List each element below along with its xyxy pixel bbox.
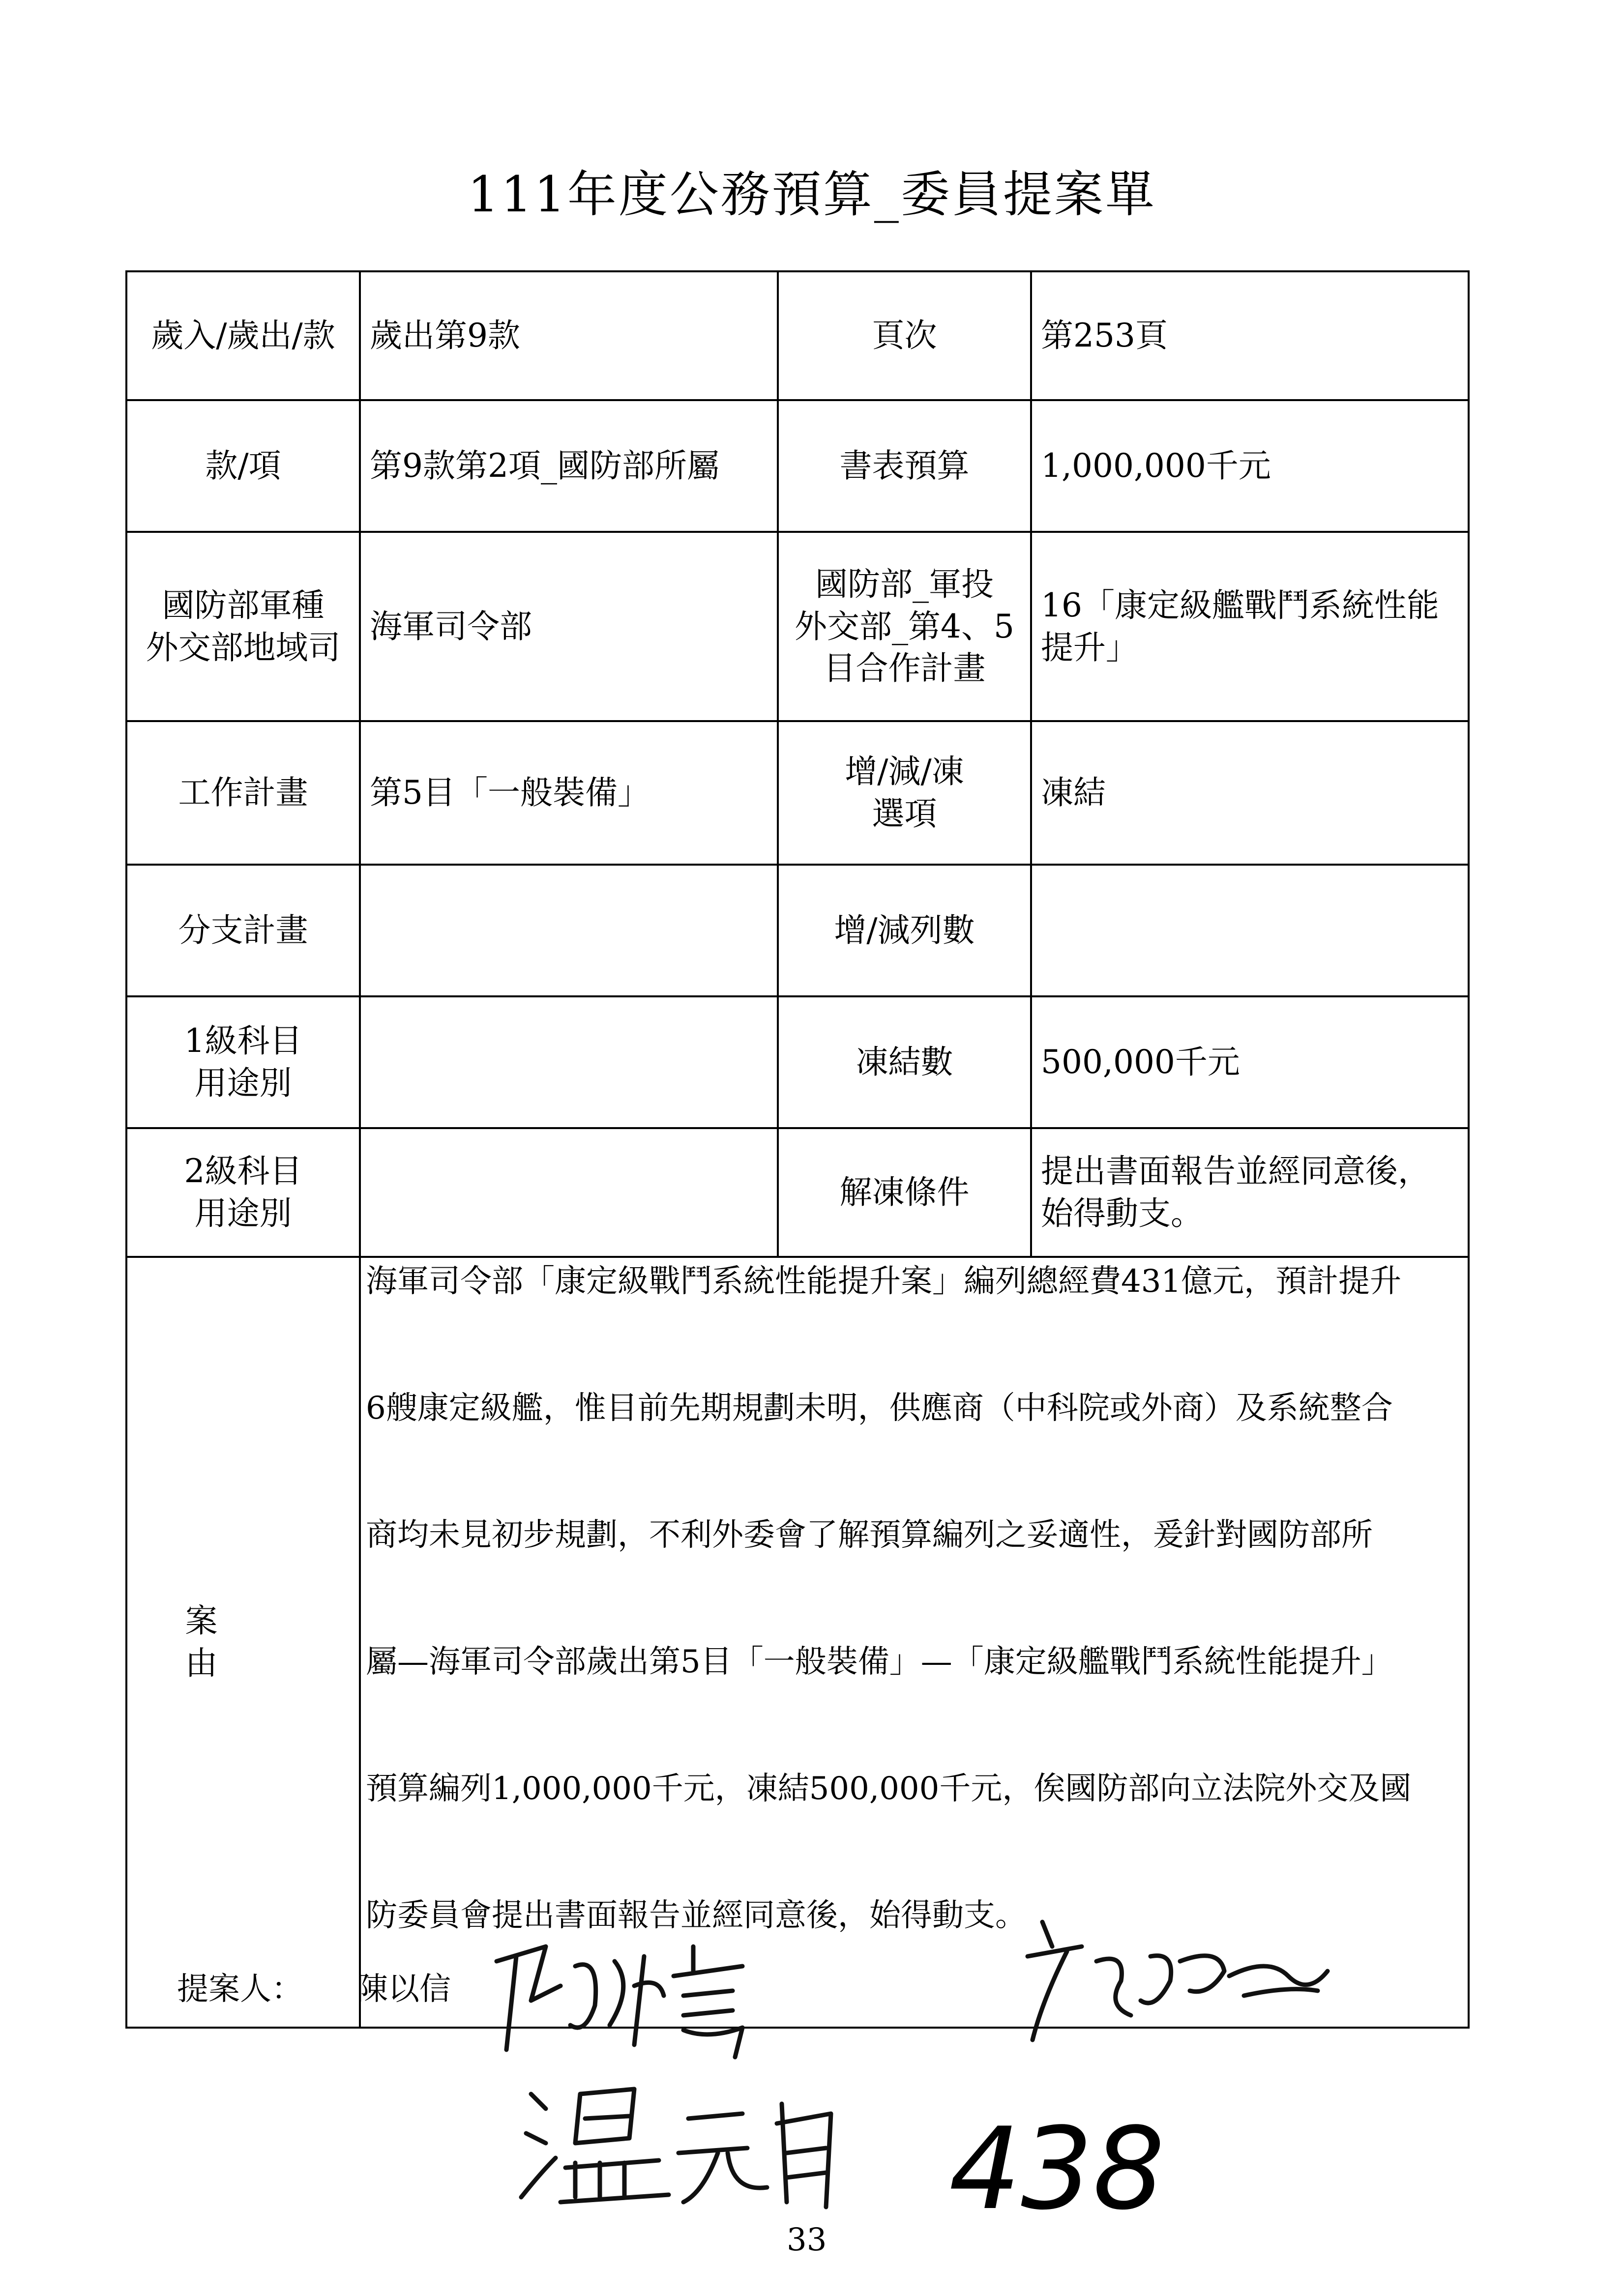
form-row [126, 1128, 1469, 1257]
field-label: 分支計畫 [126, 865, 360, 996]
label-line: 外交部_第4、5 [795, 607, 1014, 645]
field-value [360, 996, 778, 1128]
proposer-label: 提案人： [177, 1971, 303, 2007]
field-value: 500,000千元 [1031, 996, 1469, 1128]
label-line: 用途別 [194, 1064, 292, 1102]
field-value [360, 1128, 778, 1257]
signature-3 [511, 2074, 846, 2222]
signature-2 [1013, 1902, 1357, 2060]
field-value: 凍結 [1031, 721, 1469, 865]
label-line: 用途別 [194, 1194, 292, 1232]
field-label [778, 532, 1031, 721]
field-label [126, 1128, 360, 1257]
field-label: 款/項 [126, 400, 360, 532]
field-label: 書表預算 [778, 400, 1031, 532]
reason-line: 防委員會提出書面報告並經同意後，始得動支。 [366, 1897, 1027, 1934]
label-line: 選項 [872, 795, 937, 833]
field-value: 第5目「一般裝備」 [360, 721, 778, 865]
page-title: 111年度公務預算_委員提案單 [468, 166, 1156, 223]
reason-line: 預算編列1,000,000千元，凍結500,000千元，俟國防部向立法院外交及國 [366, 1771, 1412, 1807]
label-line: 國防部軍種 [162, 586, 325, 624]
page-number: 33 [787, 2222, 827, 2258]
field-label [778, 721, 1031, 865]
field-value: 歲出第9款 [360, 271, 778, 400]
field-value: 1,000,000千元 [1031, 400, 1469, 532]
field-value [1031, 865, 1469, 996]
label-line: 國防部_軍投 [815, 565, 994, 603]
field-label: 頁次 [778, 271, 1031, 400]
field-value: 海軍司令部 [360, 532, 778, 721]
label-line: 外交部地域司 [146, 628, 341, 667]
field-label: 凍結數 [778, 996, 1031, 1128]
form-row [126, 532, 1469, 721]
field-label: 工作計畫 [126, 721, 360, 865]
label-line: 2級科目 [184, 1152, 302, 1191]
reason-line: 海軍司令部「康定級戰鬥系統性能提升案」編列總經費431億元，預計提升 [366, 1263, 1402, 1300]
field-value [360, 865, 778, 996]
label-line: 目合作計畫 [823, 649, 986, 688]
field-value: 提出書面報告並經同意後，始得動支。 [1031, 1128, 1469, 1257]
proposal-form-table [125, 270, 1470, 2029]
field-label [126, 532, 360, 721]
field-value: 16「康定級艦戰鬥系統性能提升」 [1031, 532, 1469, 721]
proposer-name: 陳以信 [356, 1971, 451, 2007]
field-label: 增/減列數 [778, 865, 1031, 996]
form-row [126, 996, 1469, 1128]
field-label [126, 996, 360, 1128]
reason-line: 商均未見初步規劃，不利外委會了解預算編列之妥適性，爰針對國防部所 [366, 1517, 1373, 1553]
handwritten-number: 438 [949, 2104, 1165, 2235]
reason-line: 屬—海軍司令部歲出第5目「一般裝備」—「康定級艦戰鬥系統性能提升」 [366, 1644, 1393, 1680]
reason-label: 案由 [126, 1257, 360, 2028]
form-row [126, 400, 1469, 532]
form-row [126, 865, 1469, 996]
label-line: 增/減/凍 [845, 753, 964, 791]
signature-1 [487, 1927, 860, 2069]
field-value: 第9款第2項_國防部所屬 [360, 400, 778, 532]
field-label: 解凍條件 [778, 1128, 1031, 1257]
form-row [126, 721, 1469, 865]
reason-line: 6艘康定級艦，惟目前先期規劃未明，供應商（中科院或外商）及系統整合 [366, 1390, 1393, 1426]
form-row [126, 271, 1469, 400]
field-label: 歲入/歲出/款 [126, 271, 360, 400]
field-value: 第253頁 [1031, 271, 1469, 400]
label-line: 1級科目 [184, 1022, 302, 1060]
